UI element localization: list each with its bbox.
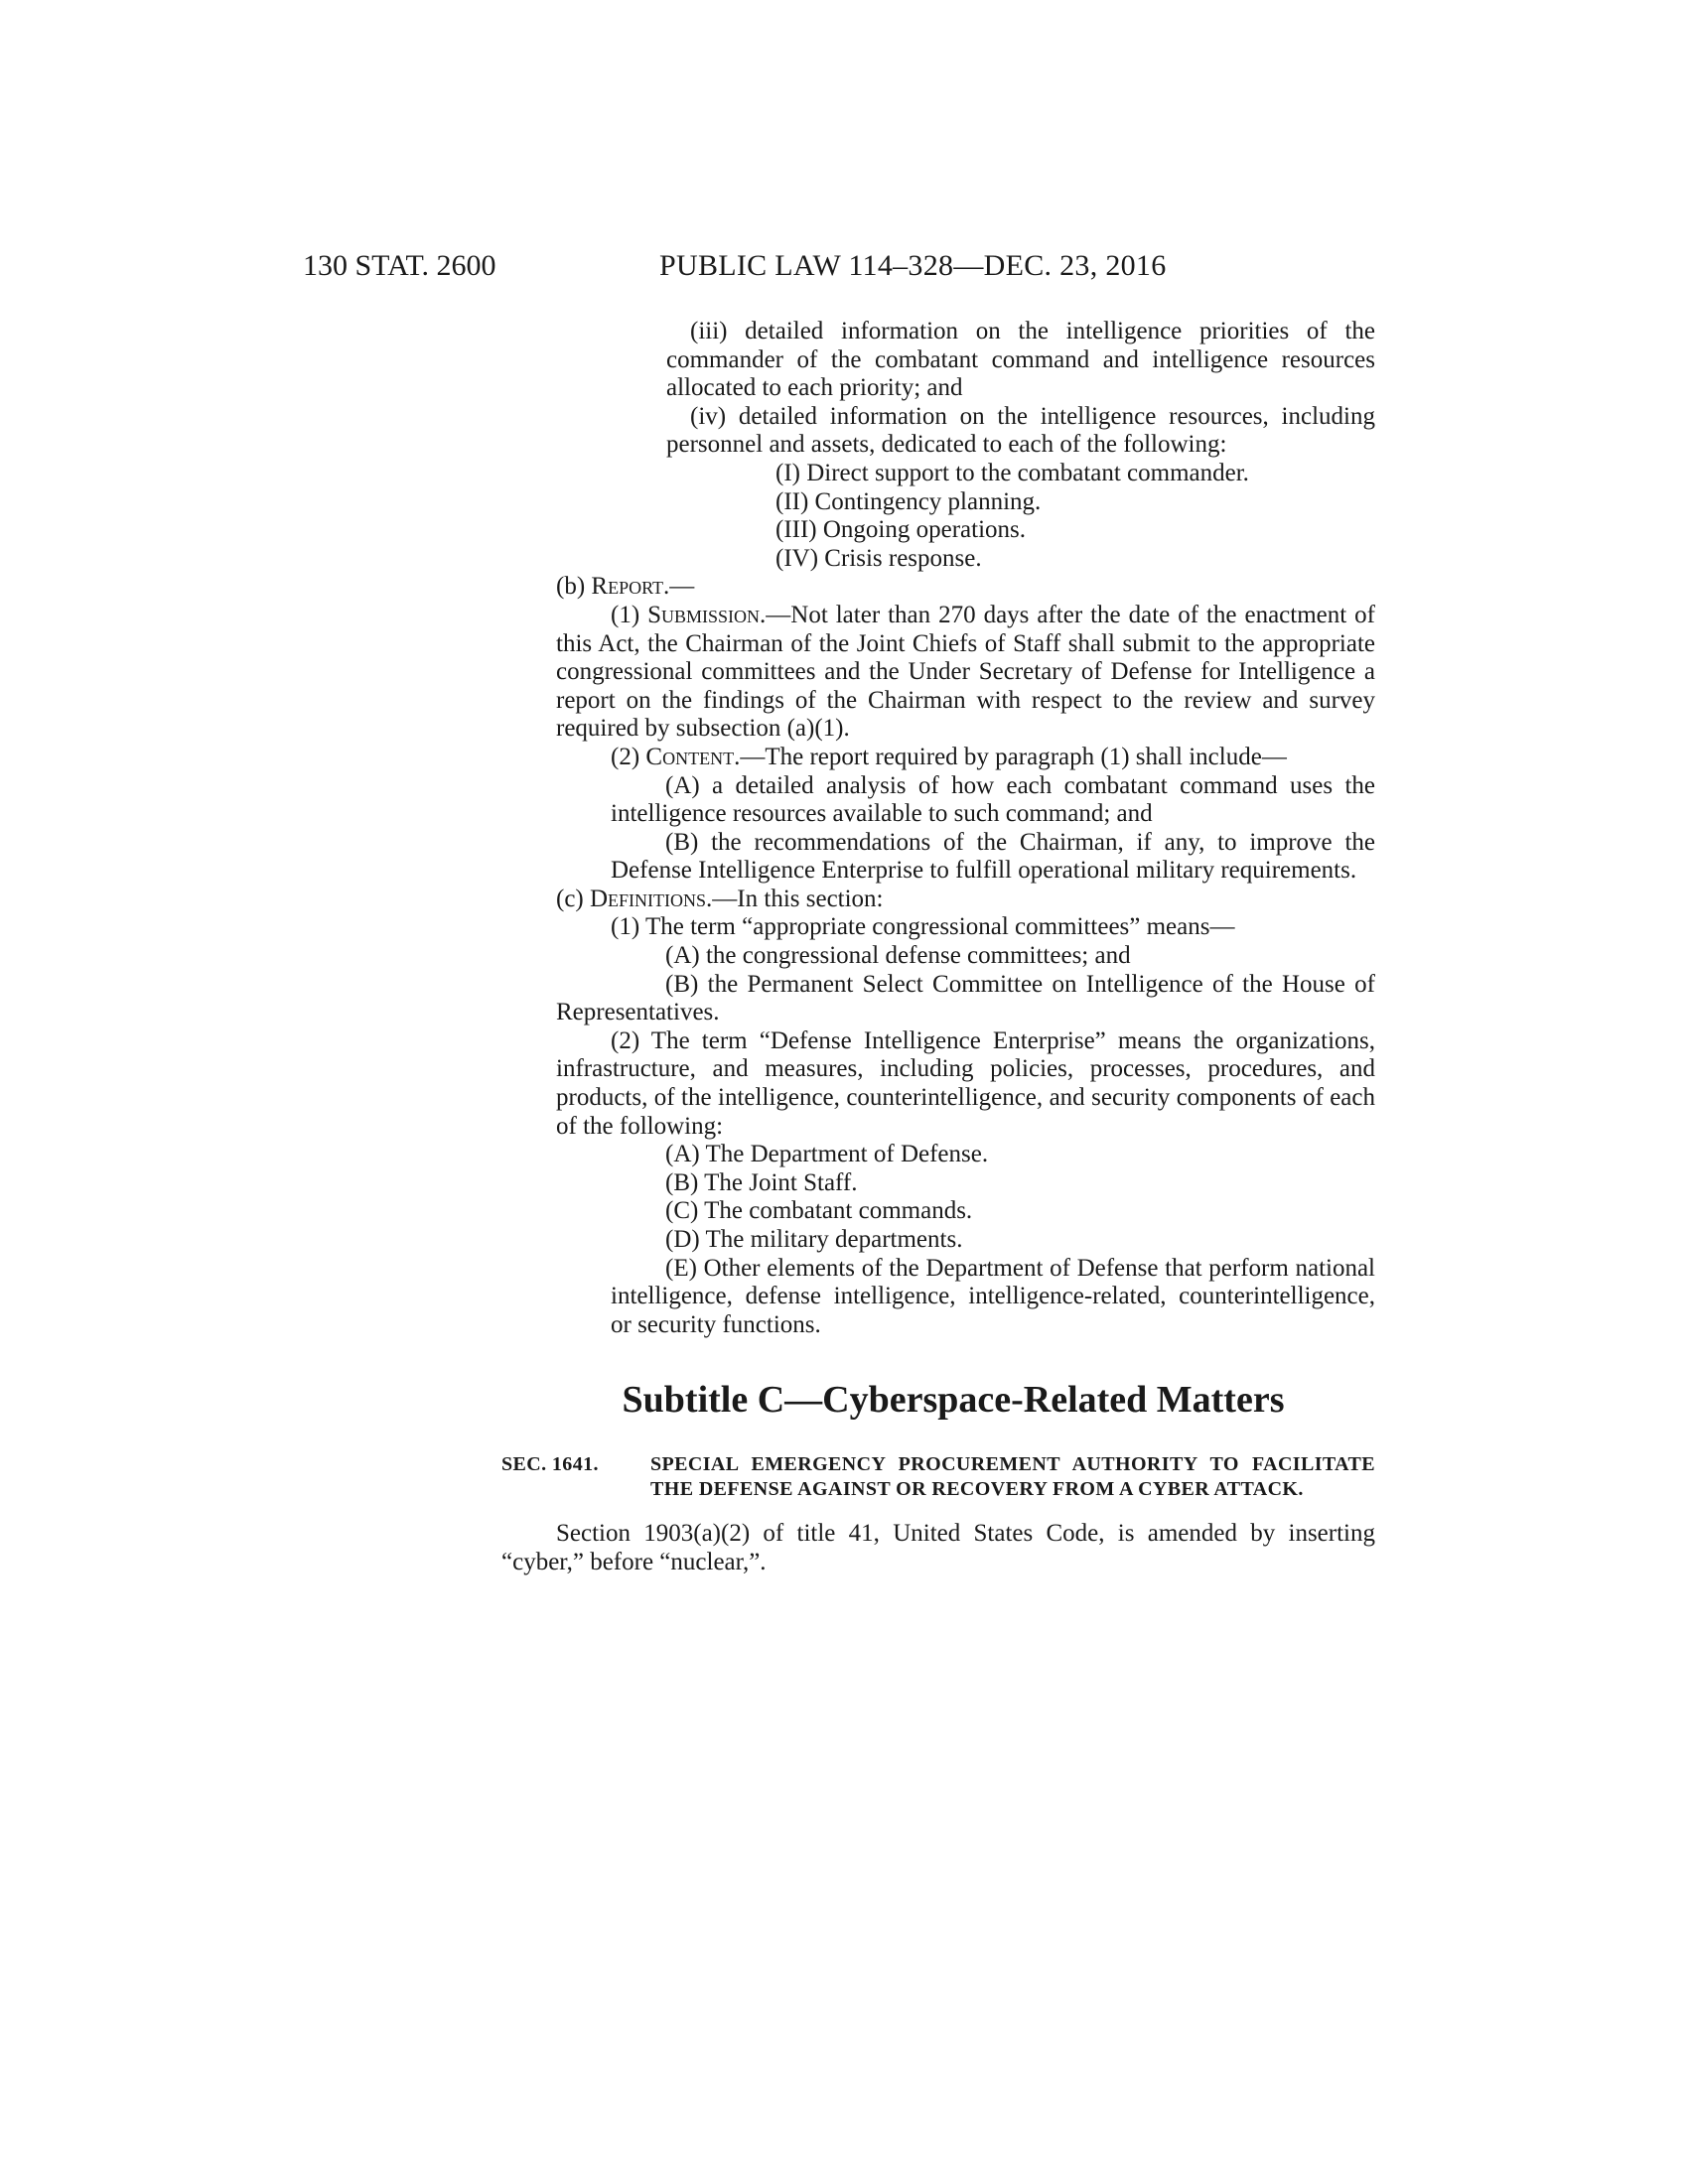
stat-reference: 130 STAT. 2600: [303, 249, 496, 282]
definition-1-B: (B) the Permanent Select Committee on Intelligence of the House of Representatives.: [556, 970, 1375, 1026]
paragraph-b1-heading: Submission: [647, 601, 761, 628]
subparagraph-b2-A: (A) a detailed analysis of how each combatant command uses the intelligence resources available to such command; and: [611, 771, 1375, 828]
page-header: [303, 246, 1375, 286]
paragraph-b2-label: (2): [611, 743, 646, 770]
definition-2: (2) The term “Defense Intelligence Enterprise” means the organizations, infrastructure, and measures, including policies, processes, procedures, and products, of the intelligence, counterintelligence, and security components of each of the following:: [556, 1026, 1375, 1140]
definition-1: (1) The term “appropriate congressional committees” means—: [611, 913, 1235, 941]
section-title: SPECIAL EMERGENCY PROCUREMENT AUTHORITY TO FACILITATE THE DEFENSE AGAINST OR RECOVERY FROM A CYBER ATTACK.: [650, 1453, 1375, 1501]
subparagraph-b2-B: (B) the recommendations of the Chairman, if any, to improve the Defense Intelligence Enterprise to fulfill operational military requirements.: [611, 828, 1375, 885]
public-law-reference: PUBLIC LAW 114–328—DEC. 23, 2016: [659, 249, 1167, 282]
paragraph-b2: [501, 744, 1375, 772]
subclause-III: (III) Ongoing operations.: [775, 516, 1027, 544]
definition-2-B: (B) The Joint Staff.: [665, 1168, 858, 1196]
subsection-c-heading: [501, 886, 1375, 914]
document-body: [501, 318, 1375, 1577]
subtitle-heading: Subtitle C—Cyberspace-Related Matters: [622, 1379, 1285, 1422]
clause-iii: (iii) detailed information on the intelligence priorities of the commander of the combatant command and intelligence resources allocated to each priority; and: [666, 318, 1375, 402]
subclause-II: (II) Contingency planning.: [775, 487, 1042, 515]
subclause-IV: (IV) Crisis response.: [775, 544, 982, 572]
definition-2-A: (A) The Department of Defense.: [665, 1141, 989, 1168]
paragraph-b1-label: (1): [611, 601, 648, 628]
paragraph-b1-text: .—Not later than 270 days after the date of the enactment of this Act, the Chairman of the Joint Chiefs of Staff shall submit to the appropriate congressional committees and the Under Secretary of Defense for Intelligence a report on the findings of the Chairman with respect to the review and survey required by subsection (a)(1).: [556, 601, 1375, 743]
definition-2-E: (E) Other elements of the Department of Defense that perform national intelligence, defense intelligence, intelligence-related, counterintelligence, or security functions.: [611, 1254, 1375, 1338]
definition-1-A: (A) the congressional defense committees; and: [665, 942, 1131, 970]
subclause-I: (I) Direct support to the combatant commander.: [775, 459, 1249, 486]
subsection-b-heading: [501, 573, 1375, 602]
section-number: SEC. 1641.: [501, 1453, 599, 1476]
paragraph-b1: [501, 602, 1375, 744]
clause-iv: (iv) detailed information on the intelligence resources, including personnel and assets, dedicated to each of the following:: [666, 402, 1375, 459]
paragraph-b2-heading: Content: [645, 743, 735, 770]
subsection-b-label: (b): [556, 573, 592, 601]
subsection-c-text: .—In this section:: [706, 885, 884, 912]
paragraph-b2-text: .—The report required by paragraph (1) shall include—: [734, 743, 1287, 770]
subsection-b-title: Report: [591, 573, 664, 601]
section-body: Section 1903(a)(2) of title 41, United States Code, is amended by inserting “cyber,” before “nuclear,”.: [501, 1520, 1375, 1575]
definition-2-C: (C) The combatant commands.: [665, 1197, 973, 1225]
subsection-c-title: Definitions: [590, 885, 707, 912]
definition-2-D: (D) The military departments.: [665, 1226, 963, 1253]
section-heading: [501, 1452, 1375, 1502]
subsection-c-label: (c): [556, 885, 590, 912]
subsection-b-dash: .—: [663, 573, 695, 601]
